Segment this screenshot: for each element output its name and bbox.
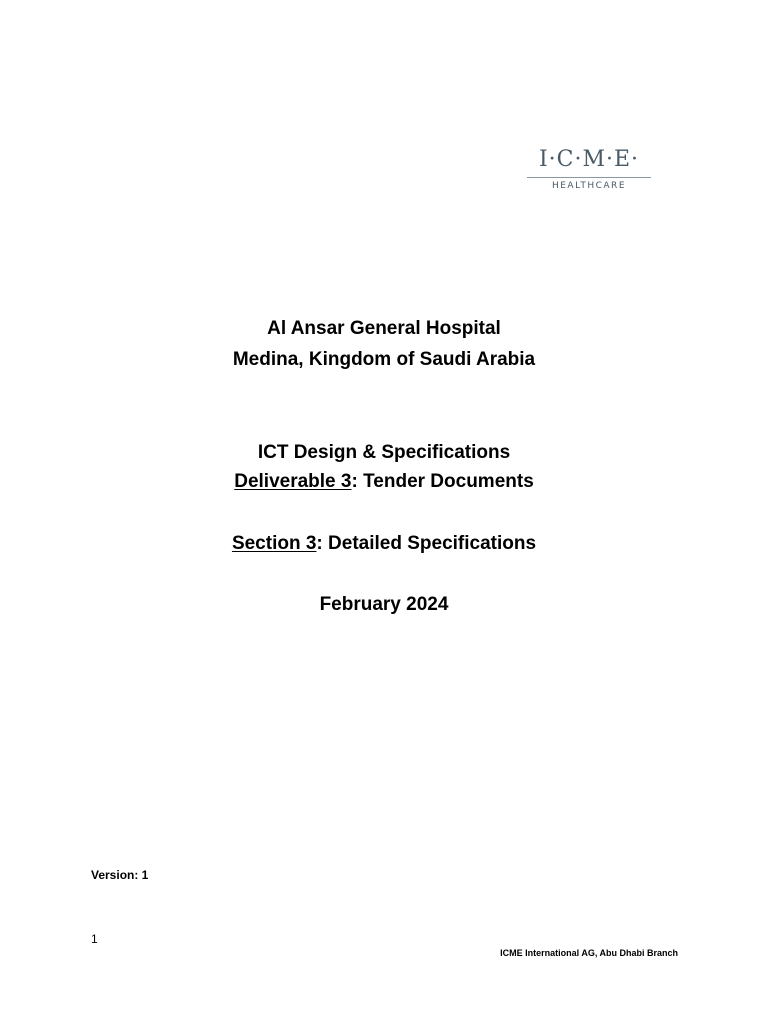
hospital-location: Medina, Kingdom of Saudi Arabia: [232, 349, 536, 370]
section-label: Section 3: [231, 533, 317, 554]
page-number: 1: [91, 932, 98, 946]
footer-company: ICME International AG, Abu Dhabi Branch: [500, 948, 678, 958]
logo-mark: I·C·M·E·: [538, 147, 640, 172]
version-label: Version: 1: [91, 868, 149, 882]
deliverable-label: Deliverable 3: [234, 471, 352, 492]
document-date: February 2024: [319, 594, 449, 615]
company-logo: [527, 148, 651, 194]
logo-divider: [527, 177, 651, 178]
deliverable-description: : Tender Documents: [351, 471, 534, 492]
project-name: ICT Design & Specifications: [257, 442, 511, 463]
section-line: [0, 532, 768, 556]
logo-subtitle: HEALTHCARE: [551, 181, 627, 191]
deliverable-line: [0, 470, 768, 494]
hospital-title: Al Ansar General Hospital: [267, 318, 501, 339]
section-description: : Detailed Specifications: [316, 533, 537, 554]
